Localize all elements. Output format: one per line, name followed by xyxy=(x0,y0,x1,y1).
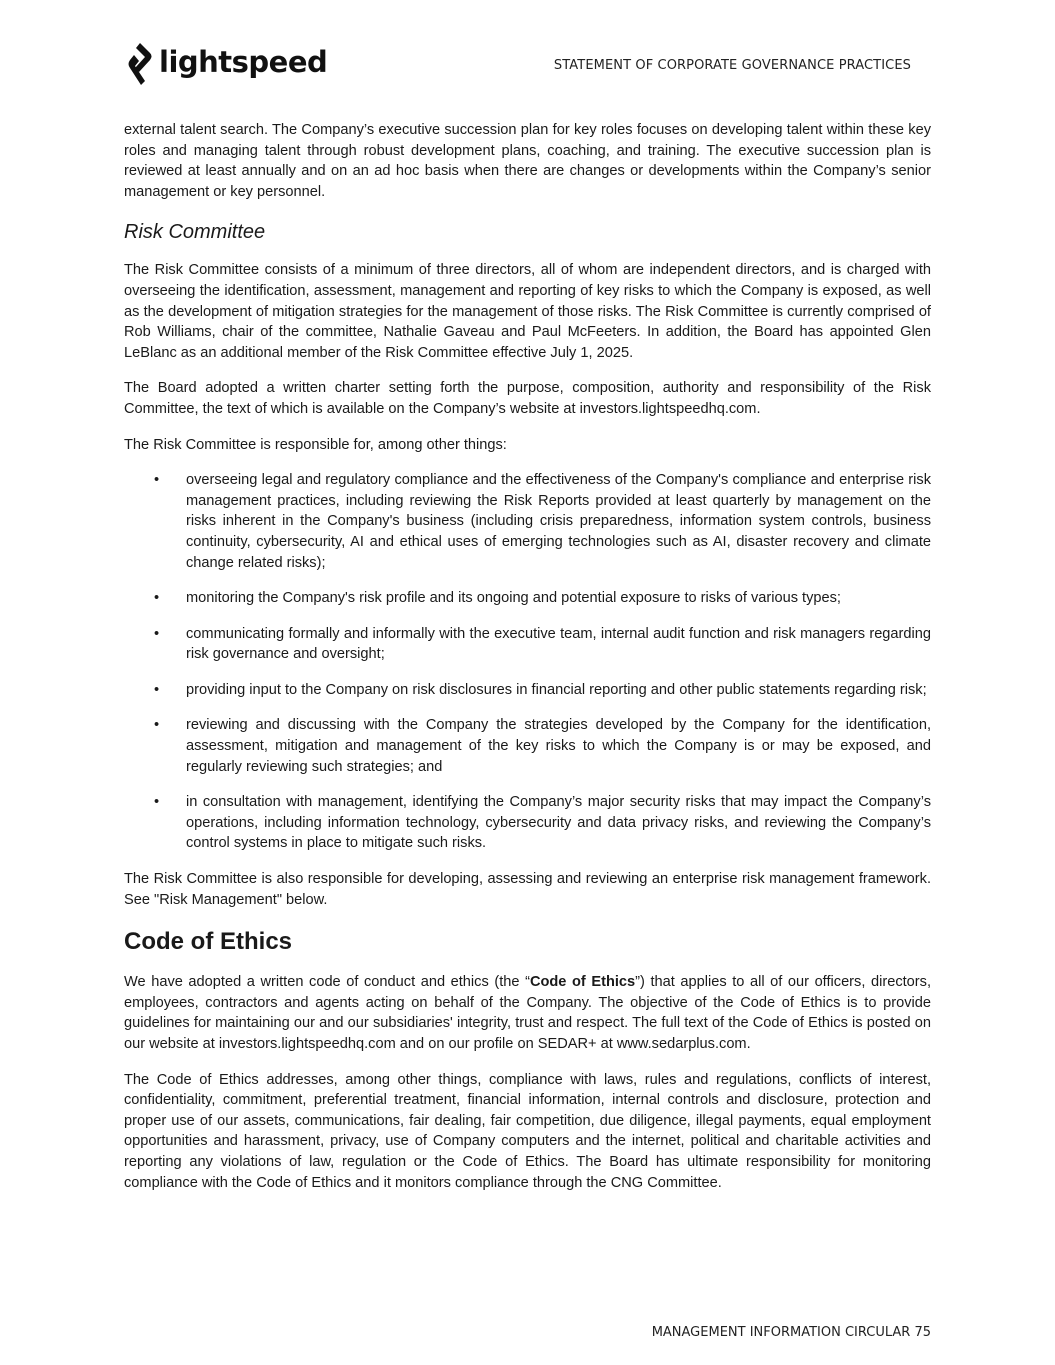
intro-paragraph: external talent search. The Company’s executive succession plan for key roles focuses on developing talent within these key roles and managing talent through robust development plans, coaching, and training. The executive succession plan is reviewed at least annually and on an ad hoc basis when there are changes or developments within the Company’s senior management or key personnel. xyxy=(124,122,931,200)
lightspeed-logo xyxy=(127,42,327,86)
list-item-text: communicating formally and informally with the executive team, internal audit function and risk managers regarding risk governance and oversight; xyxy=(186,625,931,663)
bullet-icon: • xyxy=(154,681,160,698)
page-header xyxy=(0,0,1055,100)
ethics-para1-before: We have adopted a written code of conduct and ethics (the “ xyxy=(124,974,530,991)
list-item-text: overseeing legal and regulatory compliance and the effectiveness of the Company's compliance and enterprise risk management practices, including reviewing the Risk Reports provided at least quarterly by management on the risks inherent in the Company's business (including crisis preparedness, information system controls, business continuity, cybersecurity, AI and ethical uses of emerging technologies such as AI, disaster recovery and climate change related risks); xyxy=(186,472,931,571)
list-item xyxy=(124,624,931,665)
risk-paragraph-4: The Risk Committee is also responsible for developing, assessing and reviewing an enterprise risk management framework. See "Risk Management" below. xyxy=(124,871,931,908)
ethics-defined-term: Code of Ethics xyxy=(529,974,636,991)
code-of-ethics-heading: Code of Ethics xyxy=(124,928,293,956)
bullet-icon: • xyxy=(154,794,160,811)
list-item xyxy=(124,588,931,609)
risk-paragraph-1: The Risk Committee consists of a minimum of three directors, all of whom are independent directors, and is charged with overseeing the identification, assessment, management and reporting of key risks to which the Company is exposed, as well as the development of mitigation strategies for the management of those risks. The Risk Committee is currently comprised of Rob Williams, chair of the committee, Nathalie Gaveau and Paul McFeeters. In addition, the Board has appointed Glen LeBlanc as an additional member of the Risk Committee effective July 1, 2025. xyxy=(124,262,931,361)
list-item-text: monitoring the Company's risk profile and its ongoing and potential exposure to risks of various types; xyxy=(186,590,841,607)
list-item xyxy=(124,715,931,777)
responsibilities-list xyxy=(124,470,931,854)
risk-paragraph-2: The Board adopted a written charter setting forth the purpose, composition, authority and responsibility of the Risk Committee, the text of which is available on the Company’s website at investors.lightspeedhq.com. xyxy=(124,380,931,417)
ethics-para1-after: ”) that applies to all of our officers, directors, employees, contractors and agents acting on behalf of the Company. The objective of the Code of Ethics is to provide guidelines for maintaining our and our subsidiaries' integrity, trust and respect. The full text of the Code of Ethics is posted on our website at investors.lightspeedhq.com and on our profile on SEDAR+ at www.sedarplus.com. xyxy=(124,974,931,1052)
list-item xyxy=(124,680,931,701)
list-item xyxy=(124,792,931,854)
bullet-icon: • xyxy=(154,472,160,489)
ethics-paragraph-1 xyxy=(124,972,931,1054)
logo-wordmark: lightspeed xyxy=(159,44,328,79)
risk-paragraph-3: The Risk Committee is responsible for, among other things: xyxy=(124,436,507,453)
ethics-paragraph-2: The Code of Ethics addresses, among other things, compliance with laws, rules and regulations, conflicts of interest, confidentiality, commitment, preferential treatment, financial information, internal controls and disclosure, protection and proper use of our assets, communications, fair dealing, fair competition, due diligence, illegal payments, equal employment opportunities and harassment, privacy, use of Company computers and the internet, political and charitable activities and reporting any violations of law, regulation or the Code of Ethics. The Board has ultimate responsibility for monitoring compliance with the Code of Ethics and it monitors compliance through the CNG Committee. xyxy=(124,1071,931,1191)
bullet-icon: • xyxy=(154,590,160,607)
bullet-icon: • xyxy=(154,625,160,642)
flame-logo-icon xyxy=(127,42,155,86)
risk-committee-heading: Risk Committee xyxy=(124,221,266,244)
list-item-text: in consultation with management, identifying the Company’s major security risks that may impact the Company’s operations, including information technology, cybersecurity and data privacy risks, and reviewing the Company’s control systems in place to mitigate such risks. xyxy=(186,794,931,852)
list-item-text: providing input to the Company on risk disclosures in financial reporting and other public statements regarding risk; xyxy=(186,681,927,698)
page-content xyxy=(124,120,931,1208)
bullet-icon: • xyxy=(154,717,160,734)
list-item-text: reviewing and discussing with the Company the strategies developed by the Company for the identification, assessment, mitigation and management of the key risks to which the Company is or may be exposed, and regularly reviewing such strategies; and xyxy=(186,717,931,775)
header-title: STATEMENT OF CORPORATE GOVERNANCE PRACTICES xyxy=(553,58,911,73)
list-item xyxy=(124,470,931,573)
page-footer: MANAGEMENT INFORMATION CIRCULAR 75 xyxy=(651,1325,931,1340)
